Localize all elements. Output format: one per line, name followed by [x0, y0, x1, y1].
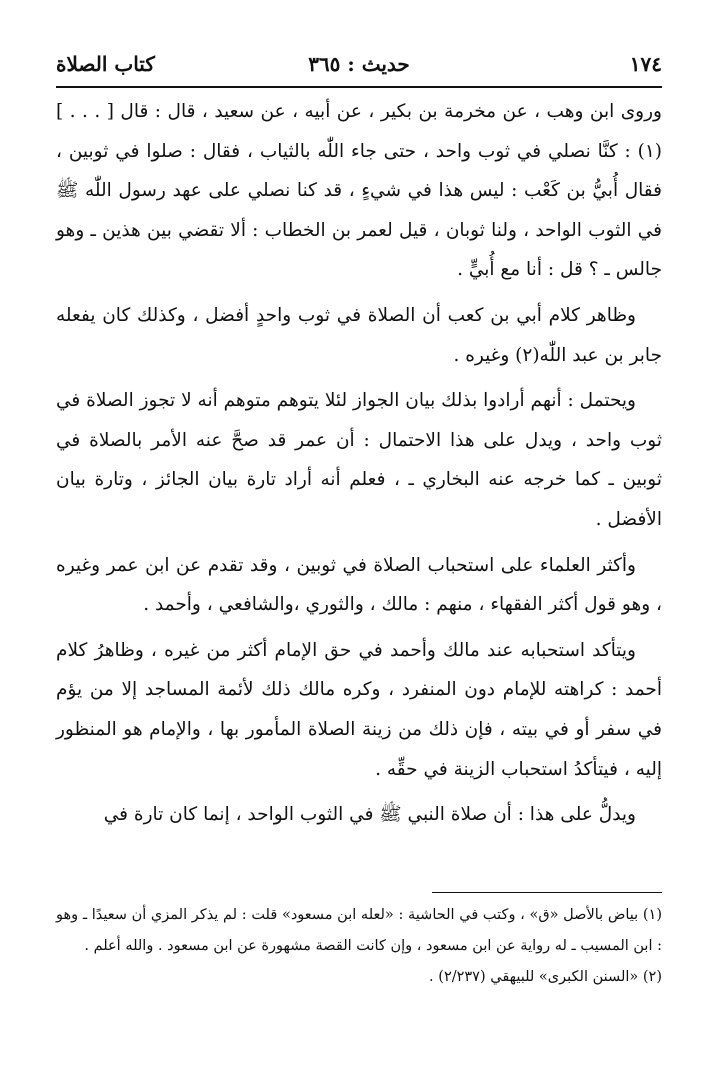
page-number: ١٧٤ — [629, 52, 662, 76]
page-header — [56, 44, 662, 88]
paragraph: ويدلُّ على هذا : أن صلاة النبي ﷺ في الثوب الواحد ، إنما كان تارة في — [103, 804, 636, 826]
hadith-label: حديث : ٣٦٥ — [308, 52, 410, 76]
paragraph: ويتأكد استحبابه عند مالك وأحمد في حق الإمام أكثر من غيره ، وظاهرُ كلام أحمد : كراهته للإمام دون المنفرد ، وكره مالك ذلك لأئمة المساجد إلا من يؤم في سفر أو في بيته ، فإن ذلك من زينة الصلاة المأمور بها ، والإمام هو المنظور إليه ، فيتأكدُ استحباب الزينة في حقِّه . — [56, 639, 663, 780]
paragraph: وظاهر كلام أبي بن كعب أن الصلاة في ثوب واحدٍ أفضل ، وكذلك كان يفعله جابر بن عبد اللّٰه(٢) وغيره . — [56, 304, 662, 366]
paragraph: وروى ابن وهب ، عن مخرمة بن بكير ، عن أبيه ، عن سعيد ، قال : قال [ . . . ](١) : كنَّا نصلي في ثوب واحد ، حتى جاء اللّٰه بالثياب ، فقال : صلوا في ثوبين ، فقال أُبيُّ بن كَعْب : ليس هذا في شيءٍ ، قد كنا نصلي على عهد رسول اللّٰه ﷺ في الثوب الواحد ، ولنا ثوبان ، قيل لعمر بن الخطاب : ألا تقضي بين هذين ـ وهو جالس ـ ؟ قل : أنا مع أُبيٍّ . — [56, 101, 662, 281]
footnote-divider — [432, 892, 662, 893]
book-title: كتاب الصلاة — [56, 52, 155, 76]
footnotes — [56, 900, 662, 993]
footnote: (٢) «السنن الكبرى» للبيهقي (٢/٢٣٧) . — [429, 969, 662, 985]
paragraph: ويحتمل : أنهم أرادوا بذلك بيان الجواز لئلا يتوهم متوهم أنه لا تجوز الصلاة في ثوب واحد ، ويدل على هذا الاحتمال : أن عمر قد صحَّ عنه الأمر بالصلاة في ثوبين ـ كما خرجه عنه البخاري ـ ، فعلم أنه أراد تارة بيان الجائز ، وتارة بيان الأفضل . — [56, 390, 662, 530]
paragraph: وأكثر العلماء على استحباب الصلاة في ثوبين ، وقد تقدم عن ابن عمر وغيره ، وهو قول أكثر الفقهاء ، منهم : مالك ، والثوري ،والشافعي ، وأحمد . — [56, 554, 662, 616]
footnote: (١) بياض بالأصل «ق» ، وكتب في الحاشية : «لعله ابن مسعود» قلت : لم يذكر المزي أن سعيدًا ـ وهو : ابن المسيب ـ له رواية عن ابن مسعود ، وإن كانت القصة مشهورة عن ابن مسعود . والله أعلم . — [56, 907, 662, 954]
main-text — [56, 92, 662, 841]
